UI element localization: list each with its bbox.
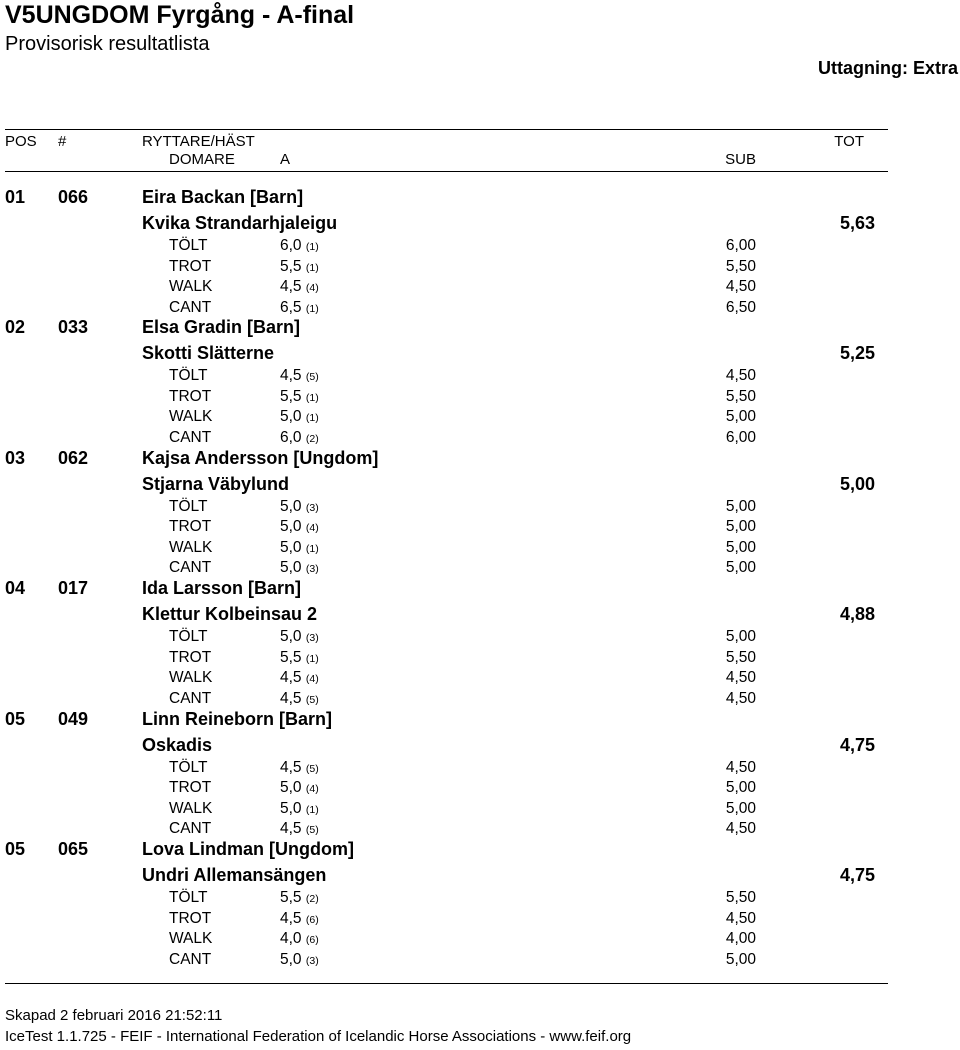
- judge-rank: (4): [305, 783, 319, 796]
- judge-score: [280, 909, 319, 930]
- sub-total: 5,00: [725, 518, 756, 536]
- judge-rank: (6): [305, 913, 319, 926]
- gait-label: CANT: [169, 559, 212, 577]
- entry-position: 01: [5, 187, 26, 207]
- gait-label: WALK: [169, 669, 213, 687]
- judge-score: [280, 929, 319, 950]
- judge-score: [280, 668, 319, 689]
- judge-rank: (4): [305, 282, 319, 294]
- selection-label: Uttagning: Extra: [817, 58, 958, 78]
- rider-name: Lova Lindman [Ungdom]: [142, 839, 354, 859]
- judge-score: [280, 627, 319, 648]
- horse-name: Kvika Strandarhjaleigu: [142, 213, 338, 233]
- gait-label: WALK: [169, 278, 213, 295]
- gait-label: TROT: [169, 648, 212, 666]
- judge-rank: (5): [305, 824, 319, 837]
- judge-score-value: 5,5: [280, 257, 302, 275]
- judge-score-value: 4,5: [280, 820, 302, 838]
- gait-label: WALK: [169, 538, 213, 556]
- gait-label: TÖLT: [169, 237, 208, 254]
- page-title: V5UNGDOM Fyrgång - A-final: [5, 1, 355, 29]
- sub-total: 5,00: [725, 497, 756, 515]
- col-num: #: [58, 133, 67, 150]
- judge-rank: (2): [305, 893, 319, 905]
- judge-score-value: 4,5: [280, 669, 302, 687]
- sub-total: 5,50: [725, 257, 756, 275]
- judge-score: [280, 277, 319, 298]
- judge-rank: (5): [305, 371, 319, 384]
- judge-rank: (1): [305, 261, 319, 274]
- judge-score-value: 5,5: [280, 387, 302, 405]
- sub-total: 4,50: [725, 669, 756, 687]
- entry-position: 03: [5, 447, 26, 468]
- judge-rank: (3): [305, 954, 319, 967]
- software-credit: IceTest 1.1.725 - FEIF - International Federation of Icelandic Horse Associations - www.feif.org: [5, 1028, 632, 1045]
- sub-total: 4,50: [725, 278, 756, 295]
- sub-total: 6,00: [725, 237, 756, 254]
- judge-rank: (3): [305, 501, 319, 514]
- judge-score-value: 5,0: [280, 408, 302, 426]
- judge-score-value: 5,5: [280, 889, 302, 906]
- header-divider-top: [5, 129, 888, 130]
- horse-name: Klettur Kolbeinsau 2: [142, 604, 318, 625]
- judge-score-value: 5,0: [280, 518, 302, 536]
- judge-score: [280, 298, 319, 319]
- judge-rank: (1): [305, 391, 319, 404]
- gait-label: TROT: [169, 257, 212, 275]
- sub-total: 4,50: [725, 820, 756, 838]
- judge-score: [280, 387, 319, 408]
- judge-score-value: 5,0: [280, 950, 302, 968]
- sub-total: 6,00: [725, 428, 756, 446]
- judge-score: [280, 407, 319, 428]
- judge-rank: (1): [305, 542, 319, 555]
- total-score: 5,63: [839, 213, 875, 233]
- horse-name: Stjarna Väbylund: [142, 473, 290, 494]
- gait-label: CANT: [169, 950, 212, 968]
- gait-label: WALK: [169, 408, 213, 426]
- entry-position: 02: [5, 317, 26, 338]
- total-score: 4,75: [839, 865, 875, 885]
- judge-rank: (2): [305, 432, 319, 445]
- footer-divider: [5, 983, 888, 984]
- gait-label: TÖLT: [169, 889, 208, 906]
- judge-score-value: 6,0: [280, 428, 302, 446]
- judge-score: [280, 517, 319, 538]
- judge-score: [280, 799, 319, 820]
- judge-rank: (4): [305, 522, 319, 535]
- entry-number: 062: [58, 447, 89, 468]
- judge-rank: (1): [305, 652, 319, 665]
- gait-label: TÖLT: [169, 367, 208, 385]
- judge-rank: (6): [305, 934, 319, 946]
- rider-name: Eira Backan [Barn]: [142, 187, 304, 207]
- judge-score: [280, 428, 319, 449]
- judge-score: [280, 819, 319, 840]
- judge-score: [280, 257, 319, 278]
- judge-score-value: 4,5: [280, 758, 302, 776]
- entry-number: 066: [58, 187, 89, 207]
- col-tot: TOT: [834, 133, 864, 150]
- judge-rank: (4): [305, 673, 319, 686]
- col-a: A: [280, 151, 291, 168]
- judge-score: [280, 538, 319, 559]
- sub-total: 5,50: [725, 889, 756, 906]
- created-timestamp: Skapad 2 februari 2016 21:52:11: [5, 1007, 223, 1024]
- gait-label: TROT: [169, 518, 212, 536]
- sub-total: 4,50: [725, 909, 756, 927]
- total-score: 4,75: [839, 734, 875, 755]
- gait-label: TROT: [169, 779, 212, 797]
- sub-total: 5,00: [725, 779, 756, 797]
- judge-rank: (3): [305, 563, 319, 576]
- judge-score: [280, 758, 319, 779]
- sub-total: 4,50: [725, 367, 756, 385]
- sub-total: 5,50: [725, 648, 756, 666]
- judge-score-value: 5,0: [280, 628, 302, 646]
- judge-score-value: 5,0: [280, 779, 302, 797]
- rider-name: Ida Larsson [Barn]: [142, 578, 302, 599]
- page-subtitle: Provisorisk resultatlista: [5, 33, 210, 55]
- sub-total: 5,00: [725, 538, 756, 556]
- sub-total: 5,00: [725, 799, 756, 817]
- judge-score-value: 5,0: [280, 497, 302, 515]
- entry-number: 033: [58, 317, 89, 338]
- judge-rank: (1): [305, 803, 319, 816]
- horse-name: Skotti Slätterne: [142, 343, 275, 364]
- rider-name: Elsa Gradin [Barn]: [142, 317, 301, 338]
- gait-label: CANT: [169, 820, 212, 838]
- judge-rank: (1): [305, 302, 319, 315]
- judge-score-value: 5,0: [280, 559, 302, 577]
- judge-rank: (1): [305, 241, 319, 253]
- sub-total: 4,50: [725, 689, 756, 707]
- judge-rank: (5): [305, 762, 319, 775]
- judge-score-value: 6,5: [280, 298, 302, 316]
- header-divider-bottom: [5, 171, 888, 172]
- judge-score-value: 6,0: [280, 237, 302, 254]
- gait-label: TÖLT: [169, 758, 208, 776]
- judge-rank: (3): [305, 632, 319, 645]
- entry-number: 049: [58, 708, 89, 729]
- total-score: 5,25: [839, 343, 875, 364]
- col-pos: POS: [5, 133, 37, 150]
- sub-total: 5,00: [725, 408, 756, 426]
- rider-name: Linn Reineborn [Barn]: [142, 708, 332, 729]
- judge-rank: (1): [305, 412, 319, 425]
- gait-label: TROT: [169, 387, 212, 405]
- entry-position: 05: [5, 839, 26, 859]
- judge-score-value: 4,5: [280, 278, 302, 295]
- horse-name: Oskadis: [142, 734, 213, 755]
- sub-total: 5,00: [725, 628, 756, 646]
- judge-rank: (5): [305, 693, 319, 706]
- gait-label: WALK: [169, 799, 213, 817]
- judge-score: [280, 778, 319, 799]
- judge-score-value: 4,5: [280, 909, 302, 927]
- entry-position: 05: [5, 708, 26, 729]
- judge-score: [280, 689, 319, 710]
- gait-label: CANT: [169, 689, 212, 707]
- sub-total: 4,00: [725, 930, 756, 947]
- judge-score: [280, 558, 319, 579]
- rider-name: Kajsa Andersson [Ungdom]: [142, 447, 379, 468]
- sub-total: 6,50: [725, 298, 756, 316]
- total-score: 4,88: [839, 604, 875, 625]
- gait-label: TÖLT: [169, 497, 208, 515]
- judge-score: [280, 648, 319, 669]
- judge-score-value: 4,5: [280, 689, 302, 707]
- sub-total: 5,00: [725, 559, 756, 577]
- total-score: 5,00: [839, 473, 875, 494]
- judge-score-value: 5,0: [280, 538, 302, 556]
- judge-score: [280, 950, 319, 971]
- judge-score: [280, 236, 319, 257]
- col-rider-horse: RYTTARE/HÄST: [142, 133, 255, 150]
- gait-label: TROT: [169, 909, 212, 927]
- judge-score-value: 5,0: [280, 799, 302, 817]
- judge-score: [280, 888, 319, 909]
- gait-label: TÖLT: [169, 628, 208, 646]
- entry-number: 065: [58, 839, 89, 859]
- col-sub: SUB: [725, 151, 756, 168]
- gait-label: WALK: [169, 930, 213, 947]
- entry-position: 04: [5, 578, 26, 599]
- judge-score-value: 5,5: [280, 648, 302, 666]
- judge-score: [280, 366, 319, 387]
- judge-score-value: 4,0: [280, 930, 302, 947]
- col-judge: DOMARE: [169, 151, 235, 168]
- gait-label: CANT: [169, 428, 212, 446]
- judge-score-value: 4,5: [280, 367, 302, 385]
- horse-name: Undri Allemansängen: [142, 865, 327, 885]
- sub-total: 4,50: [725, 758, 756, 776]
- judge-score: [280, 497, 319, 518]
- gait-label: CANT: [169, 298, 212, 316]
- sub-total: 5,00: [725, 950, 756, 968]
- sub-total: 5,50: [725, 387, 756, 405]
- entry-number: 017: [58, 578, 89, 599]
